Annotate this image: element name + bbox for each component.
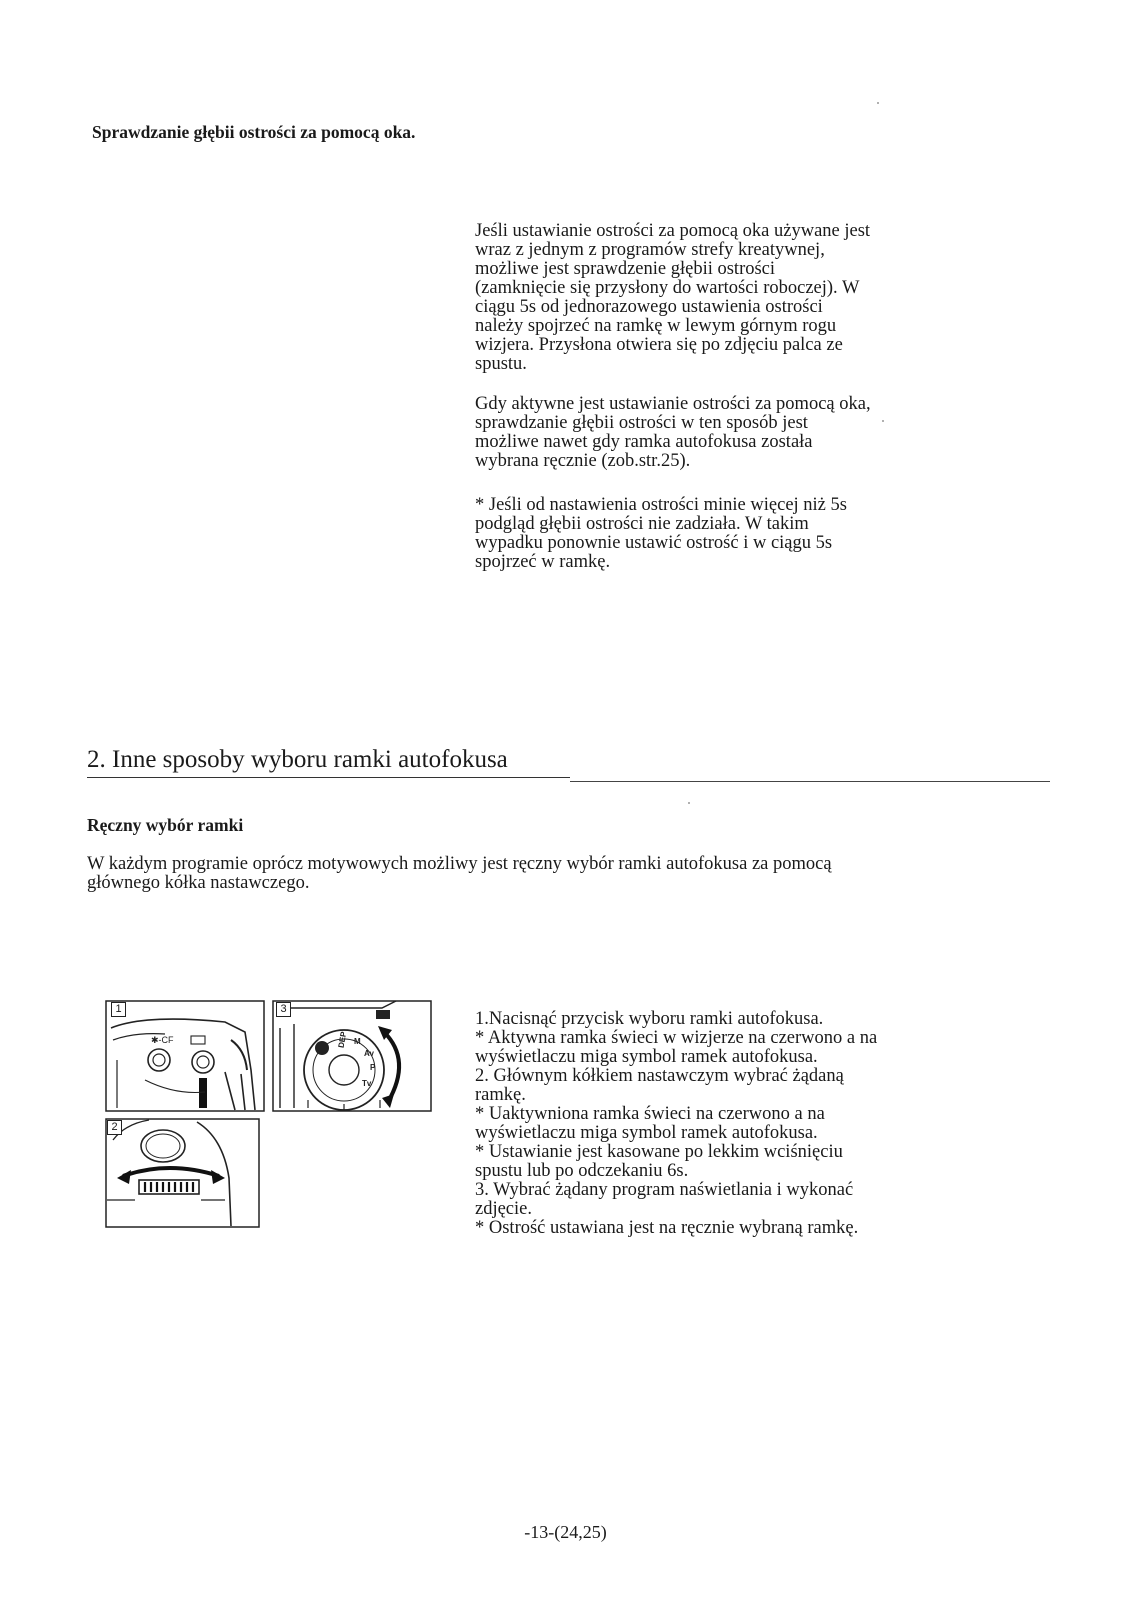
step-line: * Ustawianie jest kasowane po lekkim wciśnięciu — [475, 1142, 843, 1162]
figure-1-af-button — [105, 1000, 265, 1112]
camera-button-illustration — [105, 1000, 265, 1112]
step-line: wyświetlaczu miga symbol ramek autofokusa. — [475, 1123, 818, 1143]
figure-label: 1 — [111, 1002, 126, 1017]
text-line: możliwe jest sprawdzenie głębii ostrości — [475, 259, 776, 279]
paragraph-eye-control-depth-check — [475, 222, 870, 374]
scan-speck — [882, 420, 884, 422]
text-line: wybrana ręcznie (zob.str.25). — [475, 451, 691, 471]
text-line: Jeśli ustawianie ostrości za pomocą oka używane jest — [475, 221, 871, 241]
dial-letter: Tv — [362, 1079, 372, 1088]
step-line: spustu lub po odczekaniu 6s. — [475, 1161, 689, 1181]
figure-2-main-dial — [105, 1118, 260, 1228]
text-line: ciągu 5s od jednorazowego ustawienia ostrości — [475, 297, 823, 317]
section-heading-af-frame-selection: 2. Inne sposoby wyboru ramki autofokusa — [87, 746, 508, 773]
text-line: głównego kółka nastawczego. — [87, 873, 310, 893]
paragraph-manual-frame-depth-check — [475, 395, 871, 471]
text-line: wypadku ponownie ustawić ostrość i w ciągu 5s — [475, 533, 833, 553]
text-line: * Jeśli od nastawienia ostrości minie więcej niż 5s — [475, 495, 847, 515]
step-line: 3. Wybrać żądany program naświetlania i wykonać — [475, 1180, 854, 1200]
text-line: spustu. — [475, 354, 527, 374]
page-number: -13-(24,25) — [524, 1522, 607, 1542]
dial-letter: P — [370, 1063, 376, 1072]
text-line: W każdym programie oprócz motywowych możliwy jest ręczny wybór ramki autofokusa za pomocą — [87, 854, 832, 874]
section-heading-depth-of-field: Sprawdzanie głębii ostrości za pomocą oka. — [92, 122, 416, 142]
subheading-manual-frame-selection: Ręczny wybór ramki — [87, 815, 244, 835]
step-line: ramkę. — [475, 1085, 526, 1105]
step-line: 2. Głównym kółkiem nastawczym wybrać żądaną — [475, 1066, 844, 1086]
step-line: zdjęcie. — [475, 1199, 532, 1219]
step-line: wyświetlaczu miga symbol ramek autofokusa. — [475, 1047, 818, 1067]
button-marking: ✱-CF — [151, 1035, 174, 1045]
text-line: wizjera. Przysłona otwiera się po zdjęciu palca ze — [475, 335, 843, 355]
section-divider — [570, 781, 1050, 782]
scan-speck — [877, 102, 879, 104]
scan-speck — [688, 802, 690, 804]
figure-label: 2 — [107, 1120, 122, 1135]
heading-underline — [87, 777, 570, 778]
instruction-steps — [475, 1010, 877, 1238]
text-line: należy spojrzeć na ramkę w lewym górnym rogu — [475, 316, 837, 336]
note-5s-timeout — [475, 496, 847, 572]
mode-dial-illustration — [272, 1000, 432, 1112]
main-dial-illustration — [105, 1118, 260, 1228]
paragraph-intro — [87, 855, 832, 893]
figure-label: 3 — [276, 1002, 291, 1017]
dial-letter: Av — [364, 1049, 374, 1058]
text-line: wraz z jednym z programów strefy kreatywnej, — [475, 240, 825, 260]
dial-label-dep: DEP — [336, 1030, 349, 1049]
text-line: podgląd głębii ostrości nie zadziała. W takim — [475, 514, 809, 534]
text-line: spojrzeć w ramkę. — [475, 552, 611, 572]
step-line: * Uaktywniona ramka świeci na czerwono a na — [475, 1104, 825, 1124]
text-line: możliwe nawet gdy ramka autofokusa została — [475, 432, 813, 452]
figure-3-mode-dial — [272, 1000, 432, 1112]
step-line: * Ostrość ustawiana jest na ręcznie wybraną ramkę. — [475, 1218, 859, 1238]
text-line: Gdy aktywne jest ustawianie ostrości za pomocą oka, — [475, 394, 871, 414]
step-line: 1.Nacisnąć przycisk wyboru ramki autofokusa. — [475, 1009, 824, 1029]
dial-letter: M — [354, 1037, 361, 1046]
text-line: sprawdzanie głębii ostrości w ten sposób jest — [475, 413, 808, 433]
step-line: * Aktywna ramka świeci w wizjerze na czerwono a na — [475, 1028, 878, 1048]
text-line: (zamknięcie się przysłony do wartości roboczej). W — [475, 278, 860, 298]
